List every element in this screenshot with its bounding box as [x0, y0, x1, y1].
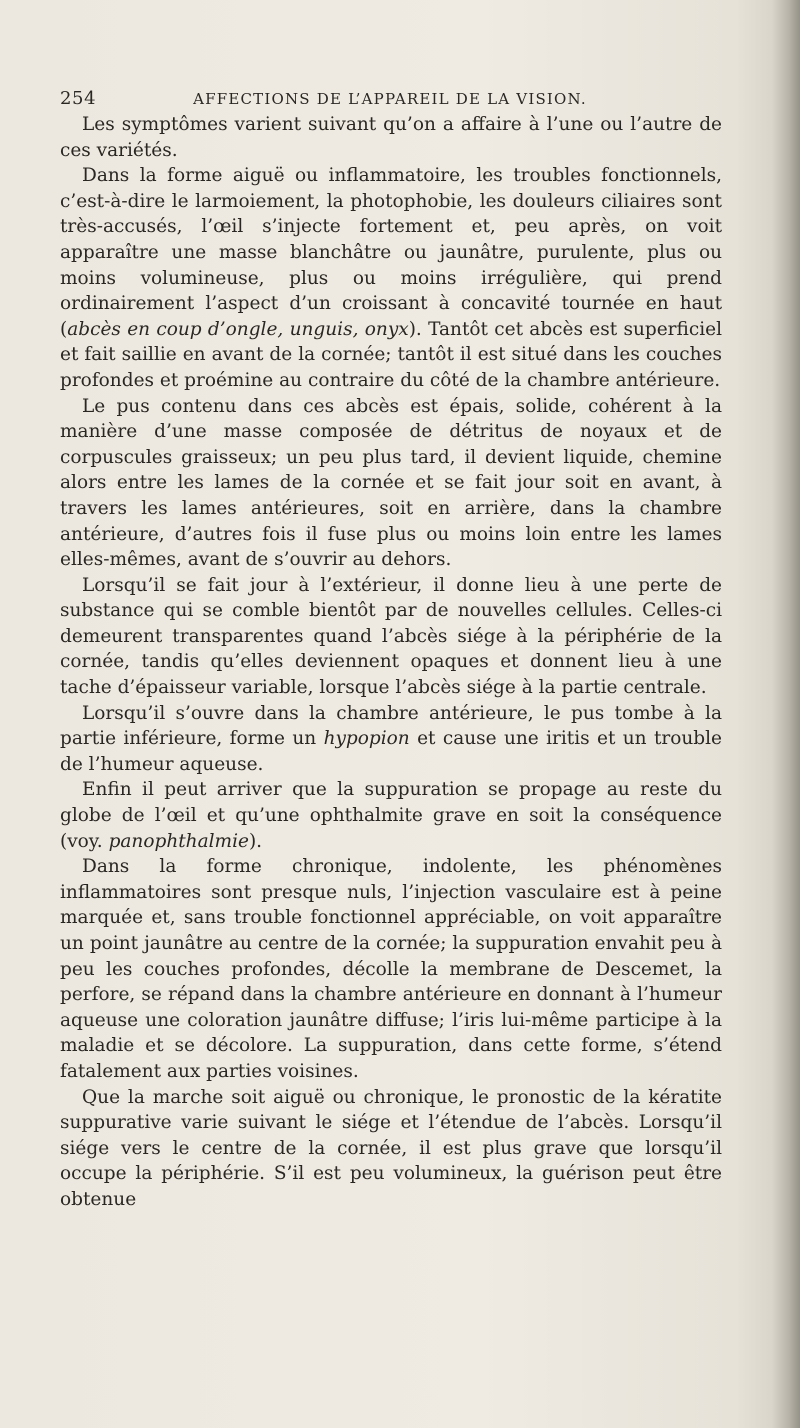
paragraph-text: Que la marche soit aiguë ou chronique, le pronostic de la kératite suppurative varie suivant le siége et l’étendue de l’abcès. Lorsqu’il siége vers le centre de la cornée, il est plus grave que lorsqu’il occupe la périphérie. S’il est peu volumineux, la guérison peut être obtenue — [60, 1086, 722, 1210]
paragraph — [60, 112, 722, 163]
italic-term: abcès en coup d’ongle, unguis, onyx — [67, 318, 409, 340]
paragraph-text: Le pus contenu dans ces abcès est épais, solide, cohérent à la manière d’une masse composée de détritus de noyaux et de corpuscules graisseux; un peu plus tard, il devient liquide, chemine alors entre les lames de la cornée et se fait jour soit en avant, à travers les lames antérieures, soit en arrière, dans la chambre antérieure, d’autres fois il fuse plus ou moins loin entre les lames elles-mêmes, avant de s’ouvrir au dehors. — [60, 395, 722, 571]
paragraph — [60, 854, 722, 1084]
paragraph-text: ). — [248, 830, 263, 852]
body-text — [60, 112, 722, 1213]
running-title: AFFECTIONS DE L’APPAREIL DE LA VISION. — [193, 90, 587, 108]
paragraph — [60, 163, 722, 393]
italic-term: panophthalmie — [108, 830, 249, 852]
running-head — [60, 88, 720, 112]
paragraph — [60, 573, 722, 701]
page-edge-shadow — [772, 0, 800, 1428]
paragraph-text: Enfin il peut arriver que la suppuration se propage au reste du globe de l’œil et qu’une ophthalmite grave en soit la conséquence (voy. — [60, 779, 722, 852]
paragraph-text: et cause une iritis et un trouble de l’humeur aqueuse. — [60, 728, 722, 775]
paragraph-text: Dans la forme chronique, indolente, les phénomènes inflammatoires sont presque nuls, l’injection vasculaire est à peine marquée et, sans trouble fonctionnel appréciable, on voit apparaître un point jaunâtre au centre de la cornée; la suppuration envahit peu à peu les couches profondes, décolle la membrane de Descemet, la perfore, se répand dans la chambre antérieure en donnant à l’humeur aqueuse une coloration jaunâtre diffuse; l’iris lui-même participe à la maladie et se décolore. La suppuration, dans cette forme, s’étend fatalement aux parties voisines. — [60, 856, 722, 1082]
italic-term: hypopion — [323, 728, 410, 750]
paragraph-text: Lorsqu’il se fait jour à l’extérieur, il donne lieu à une perte de substance qui se comble bientôt par de nouvelles cellules. Celles-ci demeurent transparentes quand l’abcès siége à la périphérie de la cornée, tandis qu’elles deviennent opaques et donnent lieu à une tache d’épaisseur variable, lorsque l’abcès siége à la partie centrale. — [60, 574, 722, 699]
page-number: 254 — [60, 88, 97, 109]
paragraph — [60, 1085, 722, 1213]
paragraph-text: ). Tantôt cet abcès est superficiel et fait saillie en avant de la cornée; tantôt il est situé dans les couches profondes et proémine au contraire du côté de la chambre antérieure. — [60, 318, 722, 391]
paragraph — [60, 777, 722, 854]
paragraph-text: Lorsqu’il s’ouvre dans la chambre antérieure, le pus tombe à la partie inférieure, forme un — [60, 702, 722, 750]
paragraph-text: Les symptômes varient suivant qu’on a affaire à l’une ou l’autre de ces variétés. — [60, 114, 722, 161]
paragraph — [60, 394, 722, 573]
paragraph-text: Dans la forme aiguë ou inflammatoire, les troubles fonctionnels, c’est-à-dire le larmoiement, la photophobie, les douleurs ciliaires sont très-accusés, l’œil s’injecte fortement et, peu après, on voit apparaître une masse blanchâtre ou jaunâtre, purulente, plus ou moins volumineuse, plus ou moins irrégulière, qui prend ordinairement l’aspect d’un croissant à concavité tournée en haut ( — [60, 165, 722, 340]
paragraph — [60, 701, 722, 778]
